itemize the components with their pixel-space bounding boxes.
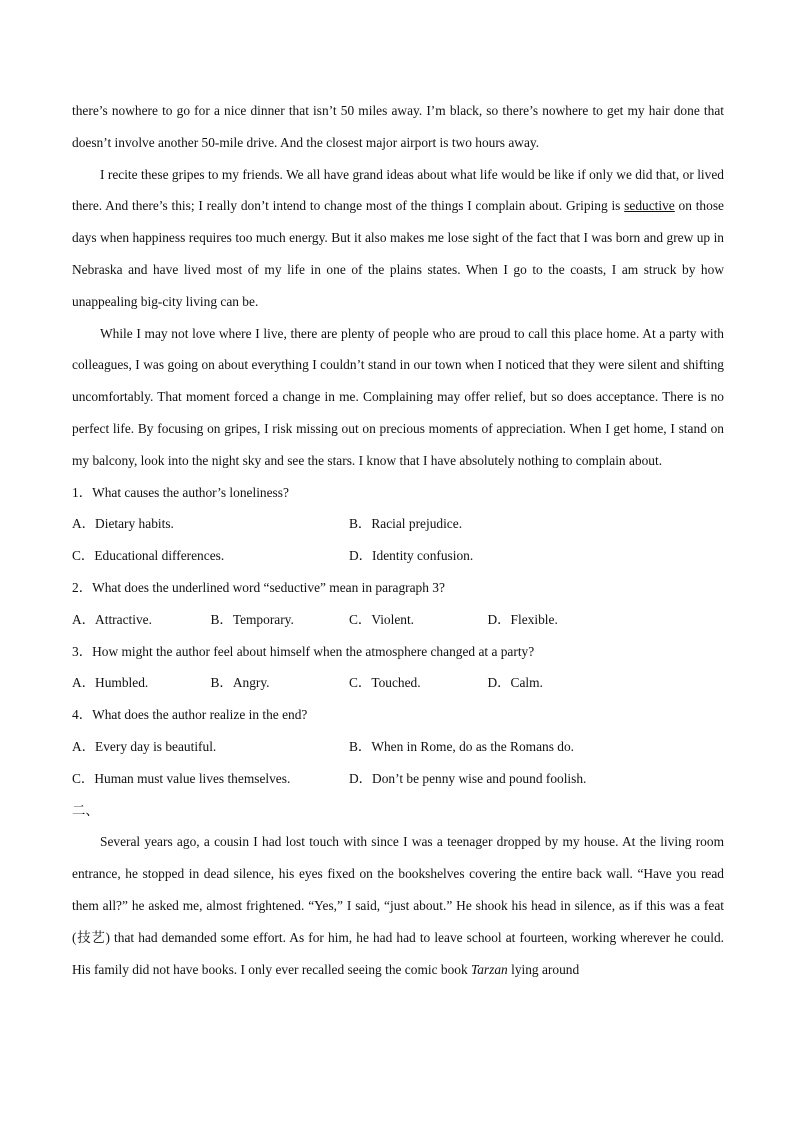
question-4-option-c[interactable]: C．Human must value lives themselves. [72, 770, 291, 786]
question-4-option-a[interactable]: A．Every day is beautiful. [72, 738, 217, 754]
question-2-option-c[interactable]: C．Violent. [349, 611, 415, 627]
question-3-options [72, 667, 724, 699]
question-2-options [72, 604, 724, 636]
question-2-option-d[interactable]: D．Flexible. [487, 611, 558, 627]
question-4-options-row-1 [72, 731, 724, 763]
underlined-word: seductive [624, 198, 675, 214]
question-1-option-c[interactable]: C．Educational differences. [72, 548, 225, 564]
question-1-option-a[interactable]: A．Dietary habits. [72, 516, 174, 532]
italic-book-title: Tarzan [471, 961, 508, 977]
section-2-paragraph-1 [72, 826, 724, 985]
question-3-option-c[interactable]: C．Touched. [349, 675, 421, 691]
question-3-option-d[interactable]: D．Calm. [487, 675, 543, 691]
passage-paragraph-3: While I may not love where I live, there are plenty of people who are proud to call this place home. At a party with colleagues, I was going on about everything I couldn’t stand in our town when I noticed that they were silent and shifting uncomfortably. That moment forced a change in me. Complaining may offer relief, but so does acceptance. There is no perfect life. By focusing on gripes, I risk missing out on precious moments of appreciation. When I get home, I stand on my balcony, look into the night sky and see the stars. I know that I have absolutely nothing to complain about. [72, 325, 724, 468]
document-content [72, 95, 724, 985]
question-3-stem: 3．How might the author feel about himself when the atmosphere changed at a party? [72, 643, 535, 659]
question-2-stem: 2．What does the underlined word “seductive” mean in paragraph 3? [72, 579, 445, 595]
question-1-options-row-1 [72, 508, 724, 540]
passage-paragraph-intro: there’s nowhere to go for a nice dinner that isn’t 50 miles away. I’m black, so there’s nowhere to get my hair done that doesn’t involve another 50-mile drive. And the closest major airport is two hours away. [72, 103, 724, 150]
section-2-text-b: lying around [507, 961, 580, 977]
question-1-option-d[interactable]: D．Identity confusion. [349, 548, 474, 564]
paragraph-2-text-b: on those days when happiness requires too much energy. But it also makes me lose sight of the fact that I was born and grew up in Nebraska and have lived most of my life in one of the plains states. When I go to the coasts, I am struck by how unappealing big-city living can be. [72, 198, 724, 309]
question-2-option-a[interactable]: A．Attractive. [72, 611, 152, 627]
question-4-options-row-2 [72, 763, 724, 795]
question-1-stem: 1．What causes the author’s loneliness? [72, 484, 289, 500]
question-4-option-b[interactable]: B．When in Rome, do as the Romans do. [349, 738, 575, 754]
section-2-heading: 二、 [72, 802, 99, 818]
passage-paragraph-2 [72, 159, 724, 318]
question-3-option-b[interactable]: B．Angry. [210, 675, 270, 691]
question-4-stem: 4．What does the author realize in the end? [72, 707, 308, 723]
question-2-option-b[interactable]: B．Temporary. [210, 611, 294, 627]
question-3-option-a[interactable]: A．Humbled. [72, 675, 149, 691]
section-2-text-a: Several years ago, a cousin I had lost touch with since I was a teenager dropped by my house. At the living room entrance, he stopped in dead silence, his eyes fixed on the bookshelves covering the entire back wall. “Have you read them all?” he asked me, almost frightened. “Yes,” I said, “just about.” He shook his head in silence, as if this was a feat (技艺) that had demanded some effort. As for him, he had had to leave school at fourteen, working wherever he could. His family did not have books. I only ever recalled seeing the comic book [72, 834, 724, 977]
paragraph-2-text-a: I recite these gripes to my friends. We all have grand ideas about what life would be like if only we did that, or lived there. And there’s this; I really don’t intend to change most of the things I complain about. Griping is [72, 166, 724, 214]
question-1-option-b[interactable]: B．Racial prejudice. [349, 516, 463, 532]
question-4-option-d[interactable]: D．Don’t be penny wise and pound foolish. [349, 770, 587, 786]
question-1-options-row-2 [72, 540, 724, 572]
